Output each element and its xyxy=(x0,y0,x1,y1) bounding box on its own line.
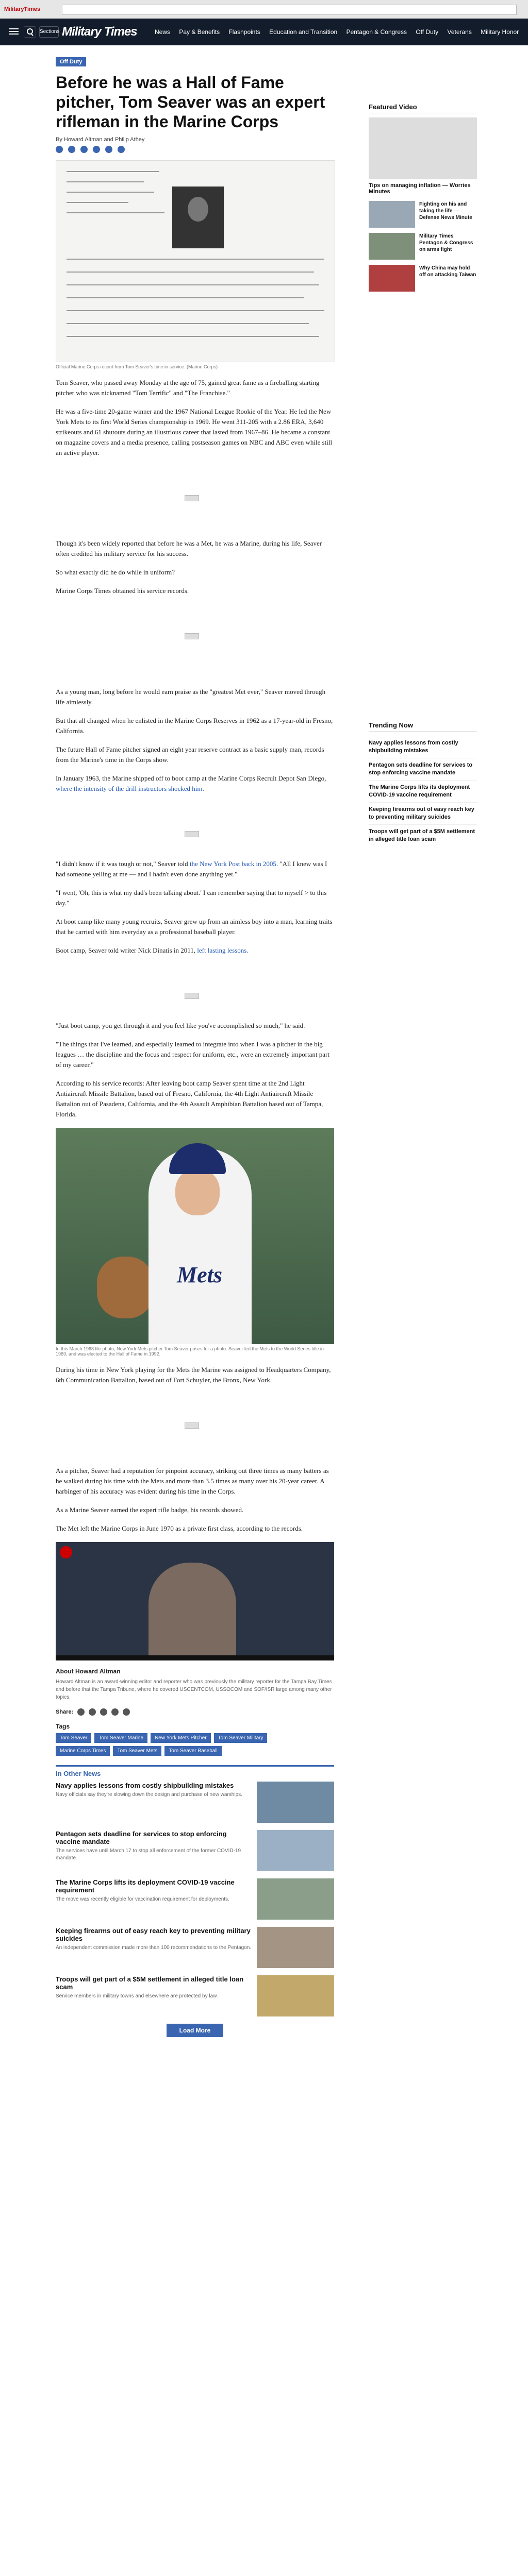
site-logo[interactable]: Military Times xyxy=(62,25,137,39)
article-paragraph: Marine Corps Times obtained his service records. xyxy=(56,587,189,595)
nav-link[interactable]: Pentagon & Congress xyxy=(346,28,407,36)
tag-list xyxy=(56,1733,303,1756)
tag[interactable]: Tom Seaver Military xyxy=(214,1733,268,1743)
section-badge[interactable]: Off Duty xyxy=(56,57,86,66)
sidebar xyxy=(369,103,477,297)
tags-title: Tags xyxy=(56,1723,70,1730)
article-paragraph: The Met left the Marine Corps in June 1970 as a private first class, according to the records. xyxy=(56,1524,303,1532)
photo-caption: In this March 1968 file photo, New York Mets pitcher Tom Seaver poses for a photo. Seaver led the Mets to the World Series title in 1969, and was elected to the Hall of Fame in 1992. xyxy=(56,1346,324,1357)
nav-link[interactable]: News xyxy=(155,28,171,36)
article-paragraph: "Just boot camp, you get through it and you feel like you've accomplished so much," he said. xyxy=(56,1022,305,1029)
play-icon[interactable] xyxy=(60,1546,72,1558)
share-label: Share: xyxy=(56,1709,74,1715)
nav-link[interactable]: Flashpoints xyxy=(228,28,260,36)
ny-post-link[interactable]: the New York Post back in 2005 xyxy=(189,860,276,868)
inline-ad[interactable] xyxy=(56,802,334,859)
seaver-mets-photo: Mets xyxy=(56,1128,334,1344)
featured-video-caption[interactable]: Tips on managing inflation — Worries Minutes xyxy=(369,182,471,195)
article-paragraph: Boot camp, Seaver told writer Nick Dinatis in 2011, left lasting lessons. xyxy=(56,946,249,954)
tag[interactable]: Tom Seaver Marine xyxy=(94,1733,147,1743)
email-icon[interactable] xyxy=(111,1708,119,1716)
tag[interactable]: Tom Seaver xyxy=(56,1733,91,1743)
article-paragraph: Though it's been widely reported that before he was a Met, he was a Marine, during his life, Seaver often credited his military service for his success. xyxy=(56,539,322,557)
tag[interactable]: Marine Corps Times xyxy=(56,1746,110,1756)
featured-video-title: Featured Video xyxy=(369,103,477,113)
link-icon[interactable] xyxy=(123,1708,130,1716)
article-paragraph: As a Marine Seaver earned the expert rifle badge, his records showed. xyxy=(56,1506,244,1514)
author-about-title: About Howard Altman xyxy=(56,1668,121,1675)
other-news-item[interactable]: The Marine Corps lifts its deployment COVID-19 vaccine requirement The move was recently eligible for vaccination requirement for deployments. xyxy=(56,1878,334,1923)
news-thumbnail[interactable] xyxy=(257,1782,334,1823)
sections-button[interactable]: Sections xyxy=(39,26,59,38)
share-row-top xyxy=(56,146,334,153)
video-player[interactable] xyxy=(56,1542,334,1655)
trending-item[interactable]: Navy applies lessons from costly shipbuilding mistakes xyxy=(369,736,477,758)
other-news-item[interactable]: Pentagon sets deadline for services to stop enforcing vaccine mandate The services have until March 17 to stop all enforcement of the former COVID-19 mandate. xyxy=(56,1830,334,1874)
facebook-icon[interactable] xyxy=(56,146,63,153)
article-paragraph: As a young man, long before he would earn praise as the "greatest Met ever," Seaver moved through life aimlessly. xyxy=(56,688,326,706)
load-more-button[interactable]: Load More xyxy=(167,2024,223,2037)
nav-link[interactable]: Military Honor xyxy=(481,28,519,36)
twitter-icon[interactable] xyxy=(89,1708,96,1716)
nav-link[interactable]: Pay & Benefits xyxy=(179,28,220,36)
search-icon[interactable] xyxy=(24,26,36,38)
main-nav xyxy=(0,19,528,45)
article-paragraph: As a pitcher, Seaver had a reputation for pinpoint accuracy, striking out three times as many batters as he walked during his time with the Mets and more than 3.5 times as many over his 20-year career. A harbinger of his accuracy was evident during his time in the Corps. xyxy=(56,1467,329,1495)
facebook-icon[interactable] xyxy=(77,1708,85,1716)
inline-ad[interactable] xyxy=(56,1394,334,1466)
trending-item[interactable]: Troops will get part of a $5M settlement in alleged title loan scam xyxy=(369,824,477,846)
article-paragraph: The future Hall of Fame pitcher signed an eight year reserve contract as a basic supply man, records from the Marine's time in the Corps show. xyxy=(56,745,324,764)
featured-video-item[interactable]: Military Times Pentagon & Congress on arms fight xyxy=(369,233,477,260)
tag[interactable]: Tom Seaver Baseball xyxy=(164,1746,222,1756)
trending-item[interactable]: The Marine Corps lifts its deployment COVID-19 vaccine requirement xyxy=(369,780,477,802)
inline-ad[interactable] xyxy=(56,964,334,1021)
other-news-item[interactable]: Keeping firearms out of easy reach key to preventing military suicides An independent commission made more than 100 recommendations to the Pentagon. xyxy=(56,1927,334,1971)
other-news-item[interactable]: Troops will get part of a $5M settlement in alleged title loan scam Service members in military towns and elsewhere are protected by law. xyxy=(56,1975,334,2020)
trending-now xyxy=(369,721,477,846)
email-icon[interactable] xyxy=(93,146,100,153)
news-thumbnail[interactable] xyxy=(257,1878,334,1920)
featured-video-item[interactable]: Why China may hold off on attacking Taiwan xyxy=(369,265,477,292)
nav-link[interactable]: Education and Transition xyxy=(269,28,338,36)
portrait-image xyxy=(172,187,224,248)
twitter-icon[interactable] xyxy=(68,146,75,153)
top-ad-text: MilitaryTimes xyxy=(4,6,41,12)
featured-video-image[interactable] xyxy=(369,117,477,179)
article-paragraph: "The things that I've learned, and especially learned to integrate into when I was a pitcher in the big leagues … the discipline and the focus and respect for uniform, etc., were an extremely important part of my career." xyxy=(56,1040,330,1069)
nav-link[interactable]: Veterans xyxy=(447,28,472,36)
top-ad-box[interactable] xyxy=(62,5,517,15)
linkedin-icon[interactable] xyxy=(100,1708,107,1716)
trending-title: Trending Now xyxy=(369,721,477,732)
tag[interactable]: Tom Seaver Mets xyxy=(113,1746,161,1756)
video-controls[interactable] xyxy=(56,1655,334,1660)
byline: By Howard Altman and Philip Athey xyxy=(56,137,145,143)
article-title: Before he was a Hall of Fame pitcher, Tom Seaver was an expert rifleman in the Marine Corps xyxy=(56,73,325,131)
service-record-photo xyxy=(56,160,335,362)
nav-links xyxy=(155,28,526,36)
trending-item[interactable]: Pentagon sets deadline for services to stop enforcing vaccine mandate xyxy=(369,758,477,780)
hamburger-menu-icon[interactable] xyxy=(9,27,19,36)
trending-item[interactable]: Keeping firearms out of easy reach key to preventing military suicides xyxy=(369,802,477,824)
article-paragraph: During his time in New York playing for the Mets the Marine was assigned to Headquarters Company, 6th Communication Battalion, based out of Fort Schuyler, the Bronx, New York. xyxy=(56,1366,331,1384)
article-paragraph: But that all changed when he enlisted in the Marine Corps Reserves in 1962 as a 17-year-old in Fresno, California. xyxy=(56,717,333,735)
article xyxy=(56,57,334,2037)
inline-ad[interactable] xyxy=(56,466,334,538)
inline-ad[interactable] xyxy=(56,604,334,687)
article-paragraph: "I didn't know if it was tough or not," Seaver told the New York Post back in 2005. "All I knew was I had someone yelling at me — and I hadn't even done anything yet." xyxy=(56,860,327,878)
link-icon[interactable] xyxy=(118,146,125,153)
other-news-title: In Other News xyxy=(56,1765,334,1777)
top-ad-banner[interactable] xyxy=(0,0,528,19)
article-paragraph: According to his service records: After leaving boot camp Seaver spent time at the 2nd Light Antiaircraft Missile Battalion, based out of Fresno, California, the 4th Light Antiaircraft Missile Battalion out of Pasadena, California, and the 4th Assault Amphibian Battalion based out of Tampa, Florida. xyxy=(56,1079,323,1118)
reddit-icon[interactable] xyxy=(105,146,112,153)
lasting-lessons-link[interactable]: left lasting lessons. xyxy=(197,946,249,954)
nav-link[interactable]: Off Duty xyxy=(416,28,439,36)
drill-instructors-link[interactable]: where the intensity of the drill instructors shocked him. xyxy=(56,785,204,792)
article-paragraph: He was a five-time 20-game winner and the 1967 National League Rookie of the Year. He led the New York Mets to its first World Series championship in 1969. He went 311-205 with a 2.86 ERA, 3,640 strikeouts and 61 shutouts during an illustrious career that lasted from 1967–86. He became a constant on magazine covers and a media presence, calling postseason games on NBC and ABC even while still an active player. xyxy=(56,408,333,456)
tag[interactable]: New York Mets Pitcher xyxy=(151,1733,211,1743)
linkedin-icon[interactable] xyxy=(80,146,88,153)
photo-caption: Official Marine Corps record from Tom Seaver's time in service. (Marine Corps) xyxy=(56,364,218,369)
article-paragraph: At boot camp like many young recruits, Seaver grew up from an aimless boy into a man, learning traits that he carried with him everyday as a professional baseball player. xyxy=(56,918,333,936)
news-thumbnail[interactable] xyxy=(257,1975,334,2016)
article-paragraph: In January 1963, the Marine shipped off to boot camp at the Marine Corps Recruit Depot San Diego, where the intensity of the drill instructors shocked him. xyxy=(56,774,326,792)
featured-video-item[interactable]: Fighting on his and taking the life — Defense News Minute xyxy=(369,201,477,228)
article-paragraph: "I went, 'Oh, this is what my dad's been talking about.' I can remember saying that to myself > to this day." xyxy=(56,889,327,907)
other-news-item[interactable]: Navy applies lessons from costly shipbuilding mistakes Navy officials say they're slowing down the design and purchase of new warships. xyxy=(56,1782,334,1826)
news-thumbnail[interactable] xyxy=(257,1927,334,1968)
author-about-text: Howard Altman is an award-winning editor and reporter who was previously the military reporter for the Tampa Bay Times and before that the Tampa Tribune, where he covered USCENTCOM, USSOCOM and SOF/ISR large among many other topics. xyxy=(56,1679,332,1700)
share-row-bottom xyxy=(56,1708,334,1716)
article-paragraph: Tom Seaver, who passed away Monday at the age of 75, gained great fame as a fireballing starting pitcher who was nicknamed "Tom Terrific" and "The Franchise." xyxy=(56,379,320,397)
news-thumbnail[interactable] xyxy=(257,1830,334,1871)
article-paragraph: So what exactly did he do while in uniform? xyxy=(56,568,175,576)
